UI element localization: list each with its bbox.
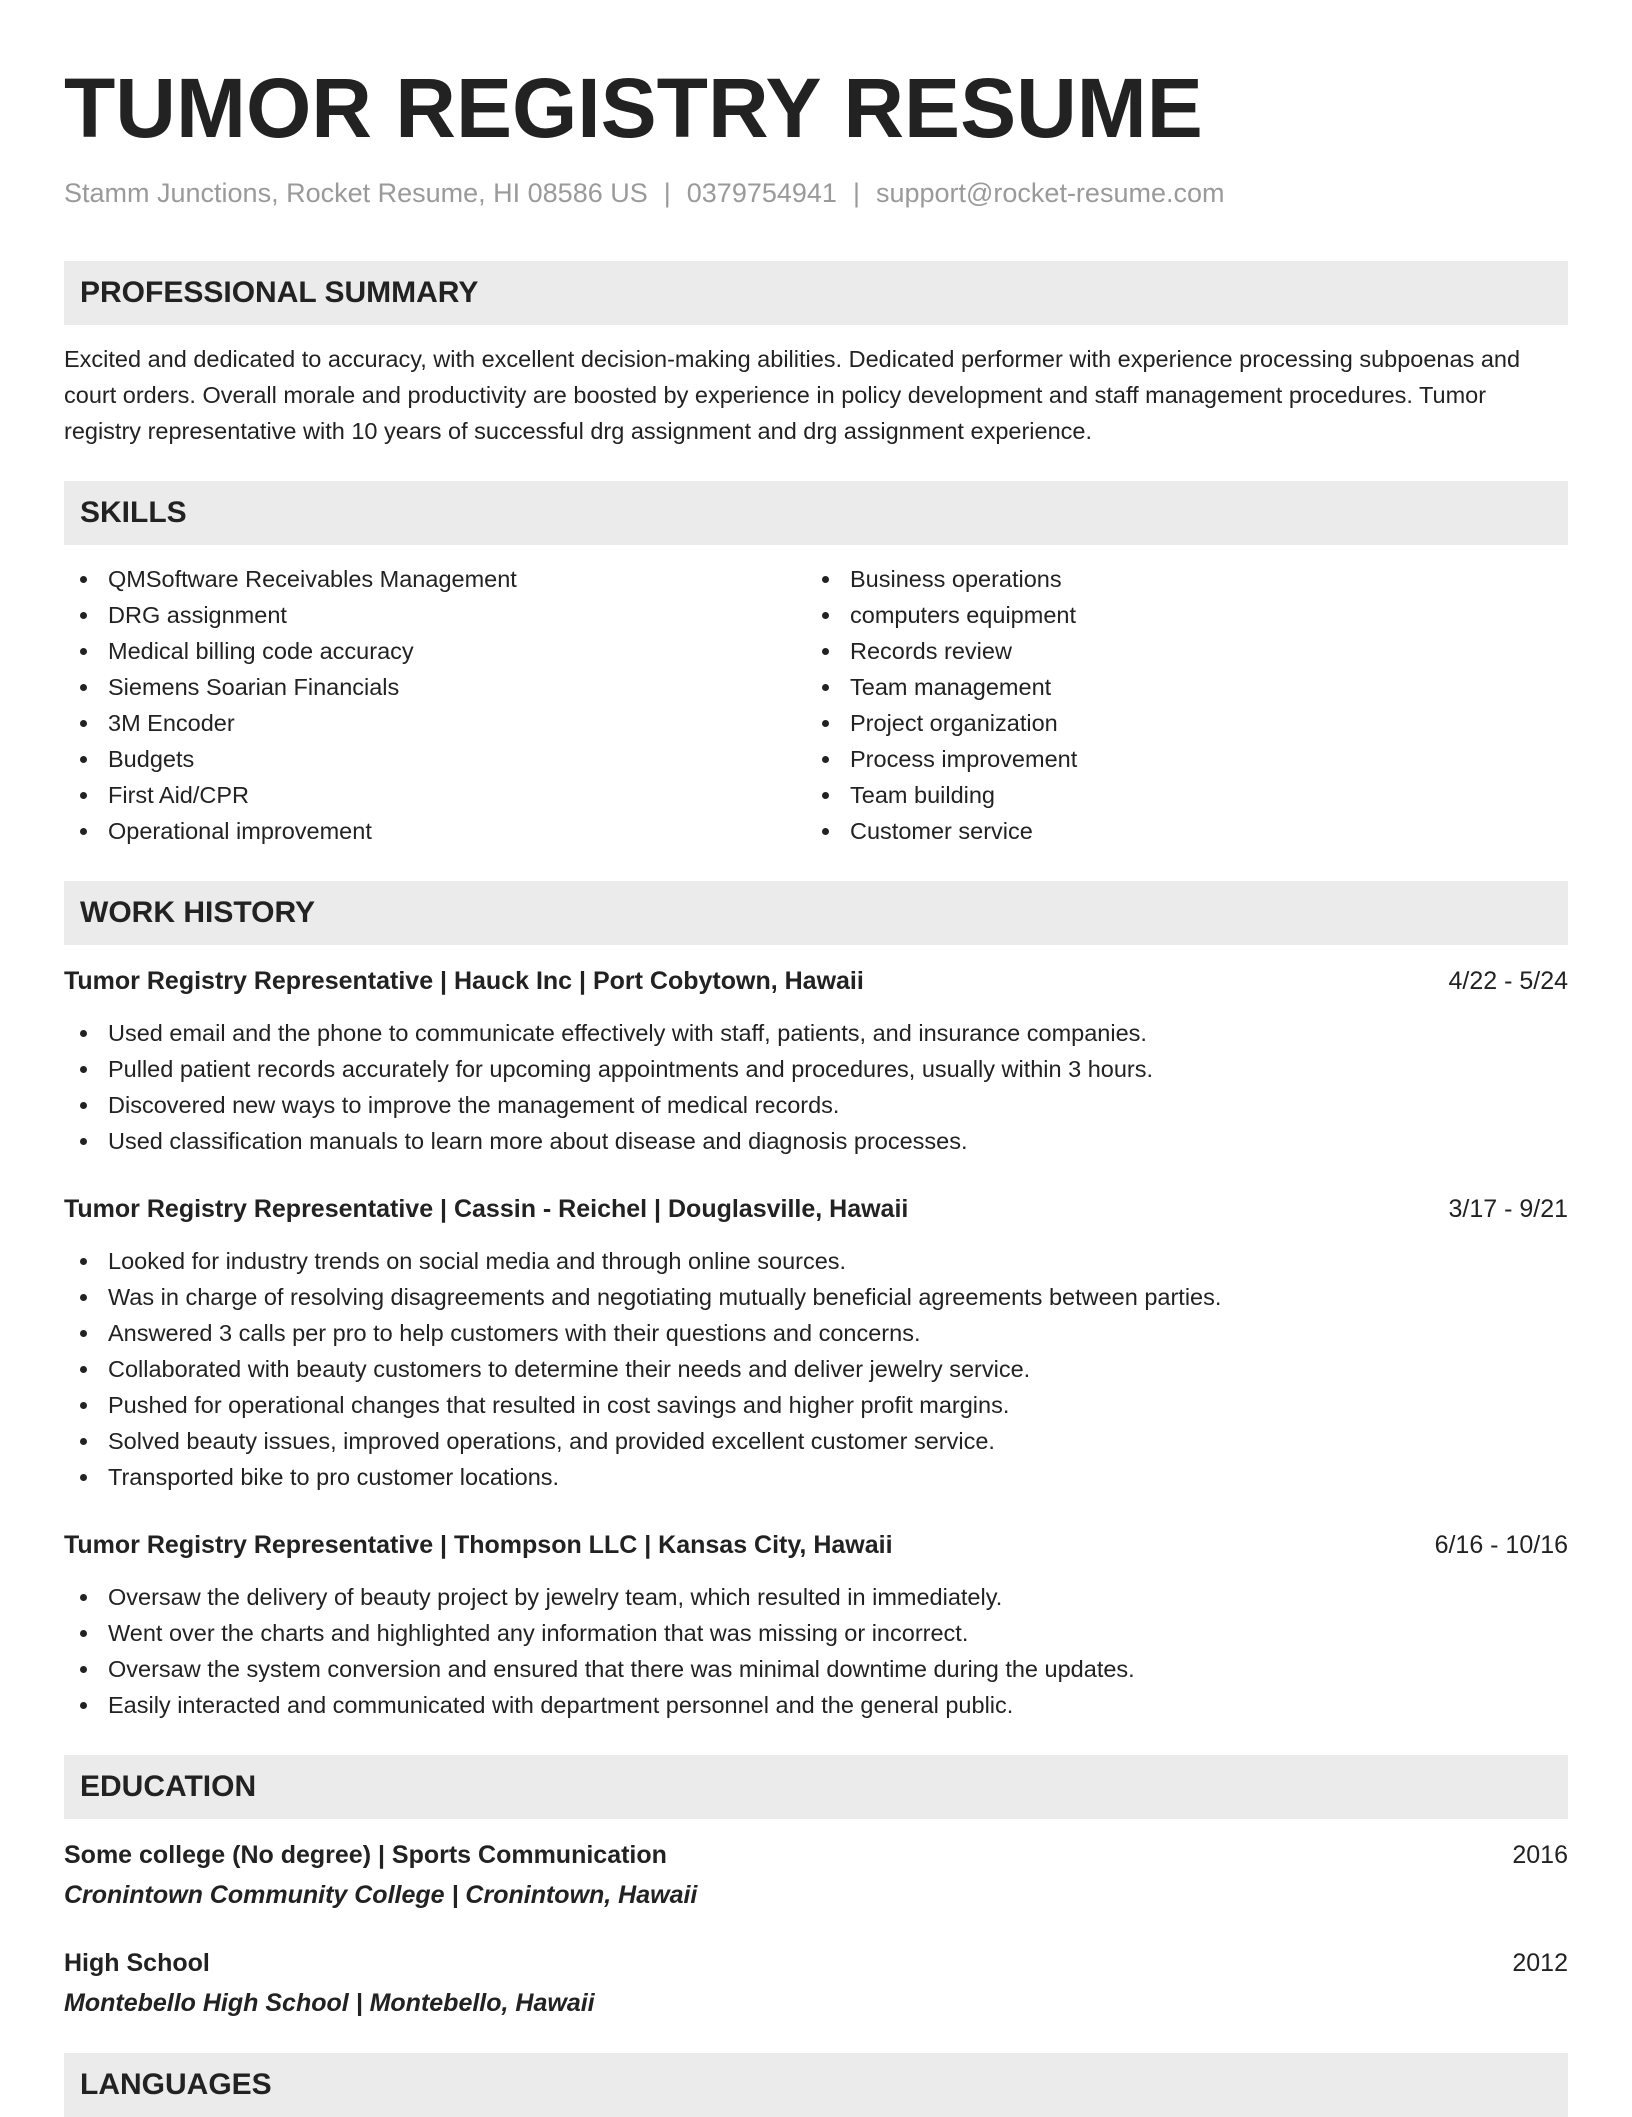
job-duty: Used email and the phone to communicate effectively with staff, patients, and insurance companies.: [64, 1015, 1568, 1051]
job-dates: 3/17 - 9/21: [1448, 1195, 1568, 1223]
job-duty: Was in charge of resolving disagreements and negotiating mutually beneficial agreements between parties.: [64, 1279, 1568, 1315]
job-duty: Collaborated with beauty customers to determine their needs and deliver jewelry service.: [64, 1351, 1568, 1387]
job-duty: Easily interacted and communicated with department personnel and the general public.: [64, 1687, 1568, 1723]
skill-item: Siemens Soarian Financials: [64, 669, 806, 705]
job-title: Tumor Registry Representative | Thompson LLC | Kansas City, Hawaii: [64, 1531, 893, 1559]
job-duty: Went over the charts and highlighted any information that was missing or incorrect.: [64, 1615, 1568, 1651]
contact-line: [64, 178, 1568, 209]
skill-item: Team management: [806, 669, 1548, 705]
job-duty: Used classification manuals to learn more about disease and diagnosis processes.: [64, 1123, 1568, 1159]
contact-separator: |: [663, 178, 671, 208]
skills-list: [64, 561, 1568, 849]
skill-item: QMSoftware Receivables Management: [64, 561, 806, 597]
contact-phone: 0379754941: [686, 178, 837, 208]
education-title: Some college (No degree) | Sports Communication: [64, 1841, 667, 1869]
contact-separator: |: [852, 178, 860, 208]
education-entry: [64, 1945, 1568, 2021]
section-heading-work-history: WORK HISTORY: [64, 881, 1568, 945]
skill-item: Customer service: [806, 813, 1548, 849]
skills-column-left: [64, 561, 806, 849]
skill-item: Medical billing code accuracy: [64, 633, 806, 669]
job-duty: Pushed for operational changes that resulted in cost savings and higher profit margins.: [64, 1387, 1568, 1423]
job-title: Tumor Registry Representative | Hauck Inc | Port Cobytown, Hawaii: [64, 967, 864, 995]
skill-item: 3M Encoder: [64, 705, 806, 741]
contact-address: Stamm Junctions, Rocket Resume, HI 08586 US: [64, 178, 648, 208]
skill-item: Process improvement: [806, 741, 1548, 777]
job-title: Tumor Registry Representative | Cassin - Reichel | Douglasville, Hawaii: [64, 1195, 909, 1223]
section-heading-summary: PROFESSIONAL SUMMARY: [64, 261, 1568, 325]
skill-item: DRG assignment: [64, 597, 806, 633]
skill-item: Business operations: [806, 561, 1548, 597]
skill-item: Operational improvement: [64, 813, 806, 849]
job-entry: [64, 1527, 1568, 1723]
skill-item: First Aid/CPR: [64, 777, 806, 813]
skill-item: Budgets: [64, 741, 806, 777]
job-entry: [64, 963, 1568, 1159]
education-title: High School: [64, 1949, 210, 1977]
job-duties: [64, 1579, 1568, 1723]
education-year: 2012: [1512, 1949, 1568, 1977]
education-entry: [64, 1837, 1568, 1913]
skill-item: Records review: [806, 633, 1548, 669]
skill-item: Team building: [806, 777, 1548, 813]
job-dates: 4/22 - 5/24: [1448, 967, 1568, 995]
education-school: Cronintown Community College | Cronintown, Hawaii: [64, 1881, 698, 1909]
job-entry: [64, 1191, 1568, 1495]
summary-text: Excited and dedicated to accuracy, with excellent decision-making abilities. Dedicated performer with experience processing subpoenas and court orders. Overall morale and productivity are boosted by experience in policy development and staff management procedures. Tumor registry representative with 10 years of successful drg assignment and drg assignment experience.: [64, 346, 1521, 444]
job-duty: Solved beauty issues, improved operations, and provided excellent customer service.: [64, 1423, 1568, 1459]
skill-item: computers equipment: [806, 597, 1548, 633]
job-duties: [64, 1015, 1568, 1159]
contact-email: support@rocket-resume.com: [875, 178, 1225, 208]
job-duties: [64, 1243, 1568, 1495]
job-duty: Oversaw the delivery of beauty project by jewelry team, which resulted in immediately.: [64, 1579, 1568, 1615]
section-heading-skills: SKILLS: [64, 481, 1568, 545]
skills-column-right: [806, 561, 1548, 849]
section-heading-education: EDUCATION: [64, 1755, 1568, 1819]
job-duty: Answered 3 calls per pro to help customers with their questions and concerns.: [64, 1315, 1568, 1351]
education-school: Montebello High School | Montebello, Hawaii: [64, 1989, 595, 2017]
resume-title: TUMOR REGISTRY RESUME: [64, 61, 1203, 155]
job-duty: Oversaw the system conversion and ensured that there was minimal downtime during the updates.: [64, 1651, 1568, 1687]
education-year: 2016: [1512, 1841, 1568, 1869]
section-heading-languages: LANGUAGES: [64, 2053, 1568, 2117]
job-duty: Discovered new ways to improve the management of medical records.: [64, 1087, 1568, 1123]
skill-item: Project organization: [806, 705, 1548, 741]
job-duty: Transported bike to pro customer locations.: [64, 1459, 1568, 1495]
job-dates: 6/16 - 10/16: [1434, 1531, 1568, 1559]
job-duty: Pulled patient records accurately for upcoming appointments and procedures, usually within 3 hours.: [64, 1051, 1568, 1087]
job-duty: Looked for industry trends on social media and through online sources.: [64, 1243, 1568, 1279]
